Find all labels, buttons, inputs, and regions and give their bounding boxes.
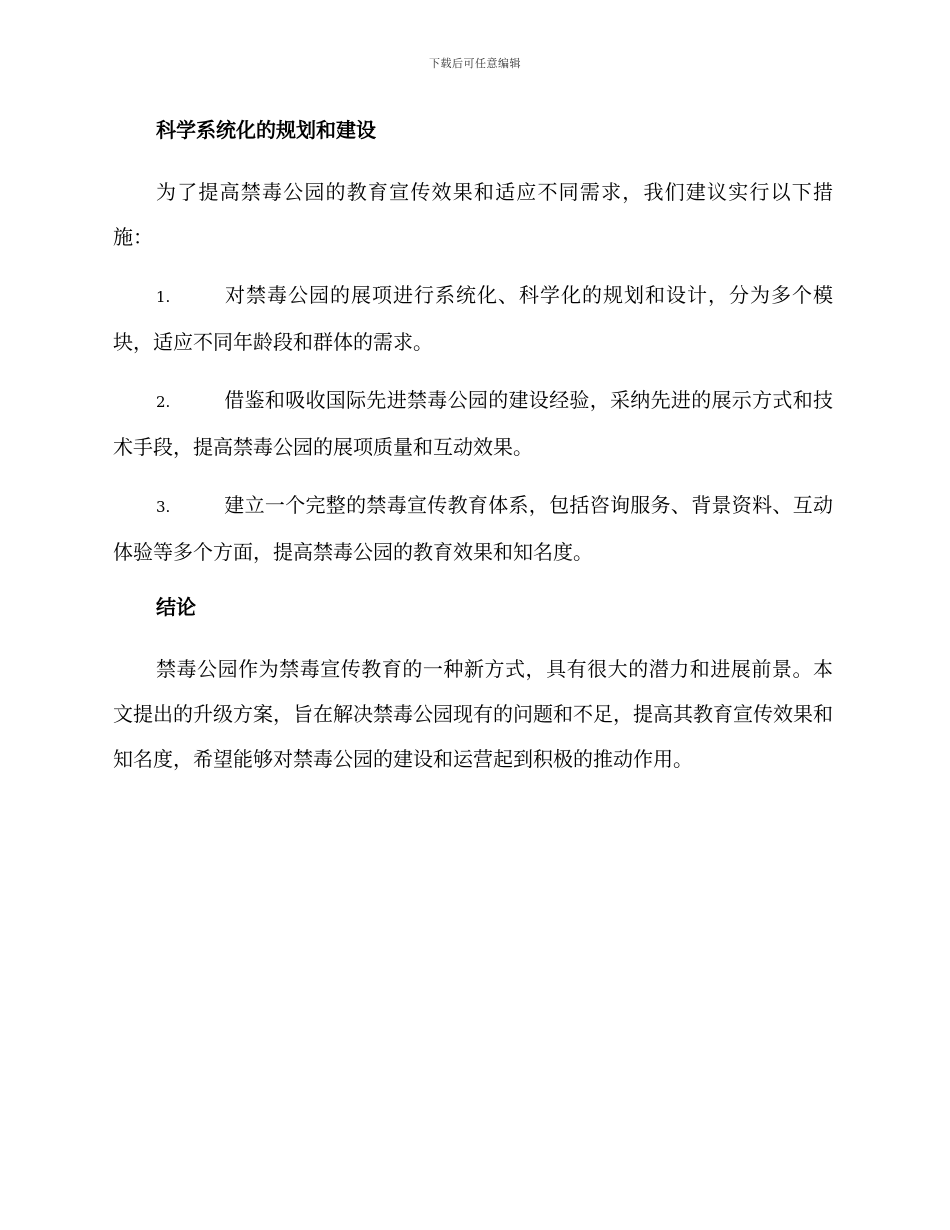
spacer [113,625,833,647]
list-item [113,273,833,365]
section-heading-planning: 科学系统化的规划和建设 [156,118,376,142]
list-item [113,378,833,470]
spacer [113,148,833,170]
spacer [113,260,833,273]
list-item [113,483,833,575]
spacer [113,575,833,589]
spacer [113,470,833,483]
page-header: 下载后可任意编辑 [429,57,521,70]
list-item-text: 建立一个完整的禁毒宣传教育体系，包括咨询服务、背景资料、互动体验等多个方面，提高禁毒公园的教育效果和知名度。 [113,493,833,564]
conclusion-paragraph: 禁毒公园作为禁毒宣传教育的一种新方式，具有很大的潜力和进展前景。本文提出的升级方案，旨在解决禁毒公园现有的问题和不足，提高其教育宣传效果和知名度，希望能够对禁毒公园的建设和运营起到积极的推动作用。 [113,657,833,771]
list-item-number: 1. [156,288,171,306]
spacer [113,365,833,378]
list-item-text: 借鉴和吸收国际先进禁毒公园的建设经验，采纳先进的展示方式和技术手段，提高禁毒公园的展项质量和互动效果。 [113,388,833,459]
section-intro-paragraph: 为了提高禁毒公园的教育宣传效果和适应不同需求，我们建议实行以下措施： [113,180,833,249]
document-body [113,112,833,782]
section-heading-conclusion: 结论 [156,595,196,619]
list-item-number: 3. [156,498,171,516]
list-item-text: 对禁毒公园的展项进行系统化、科学化的规划和设计，分为多个模块，适应不同年龄段和群体的需求。 [113,283,833,354]
list-item-number: 2. [156,393,171,411]
